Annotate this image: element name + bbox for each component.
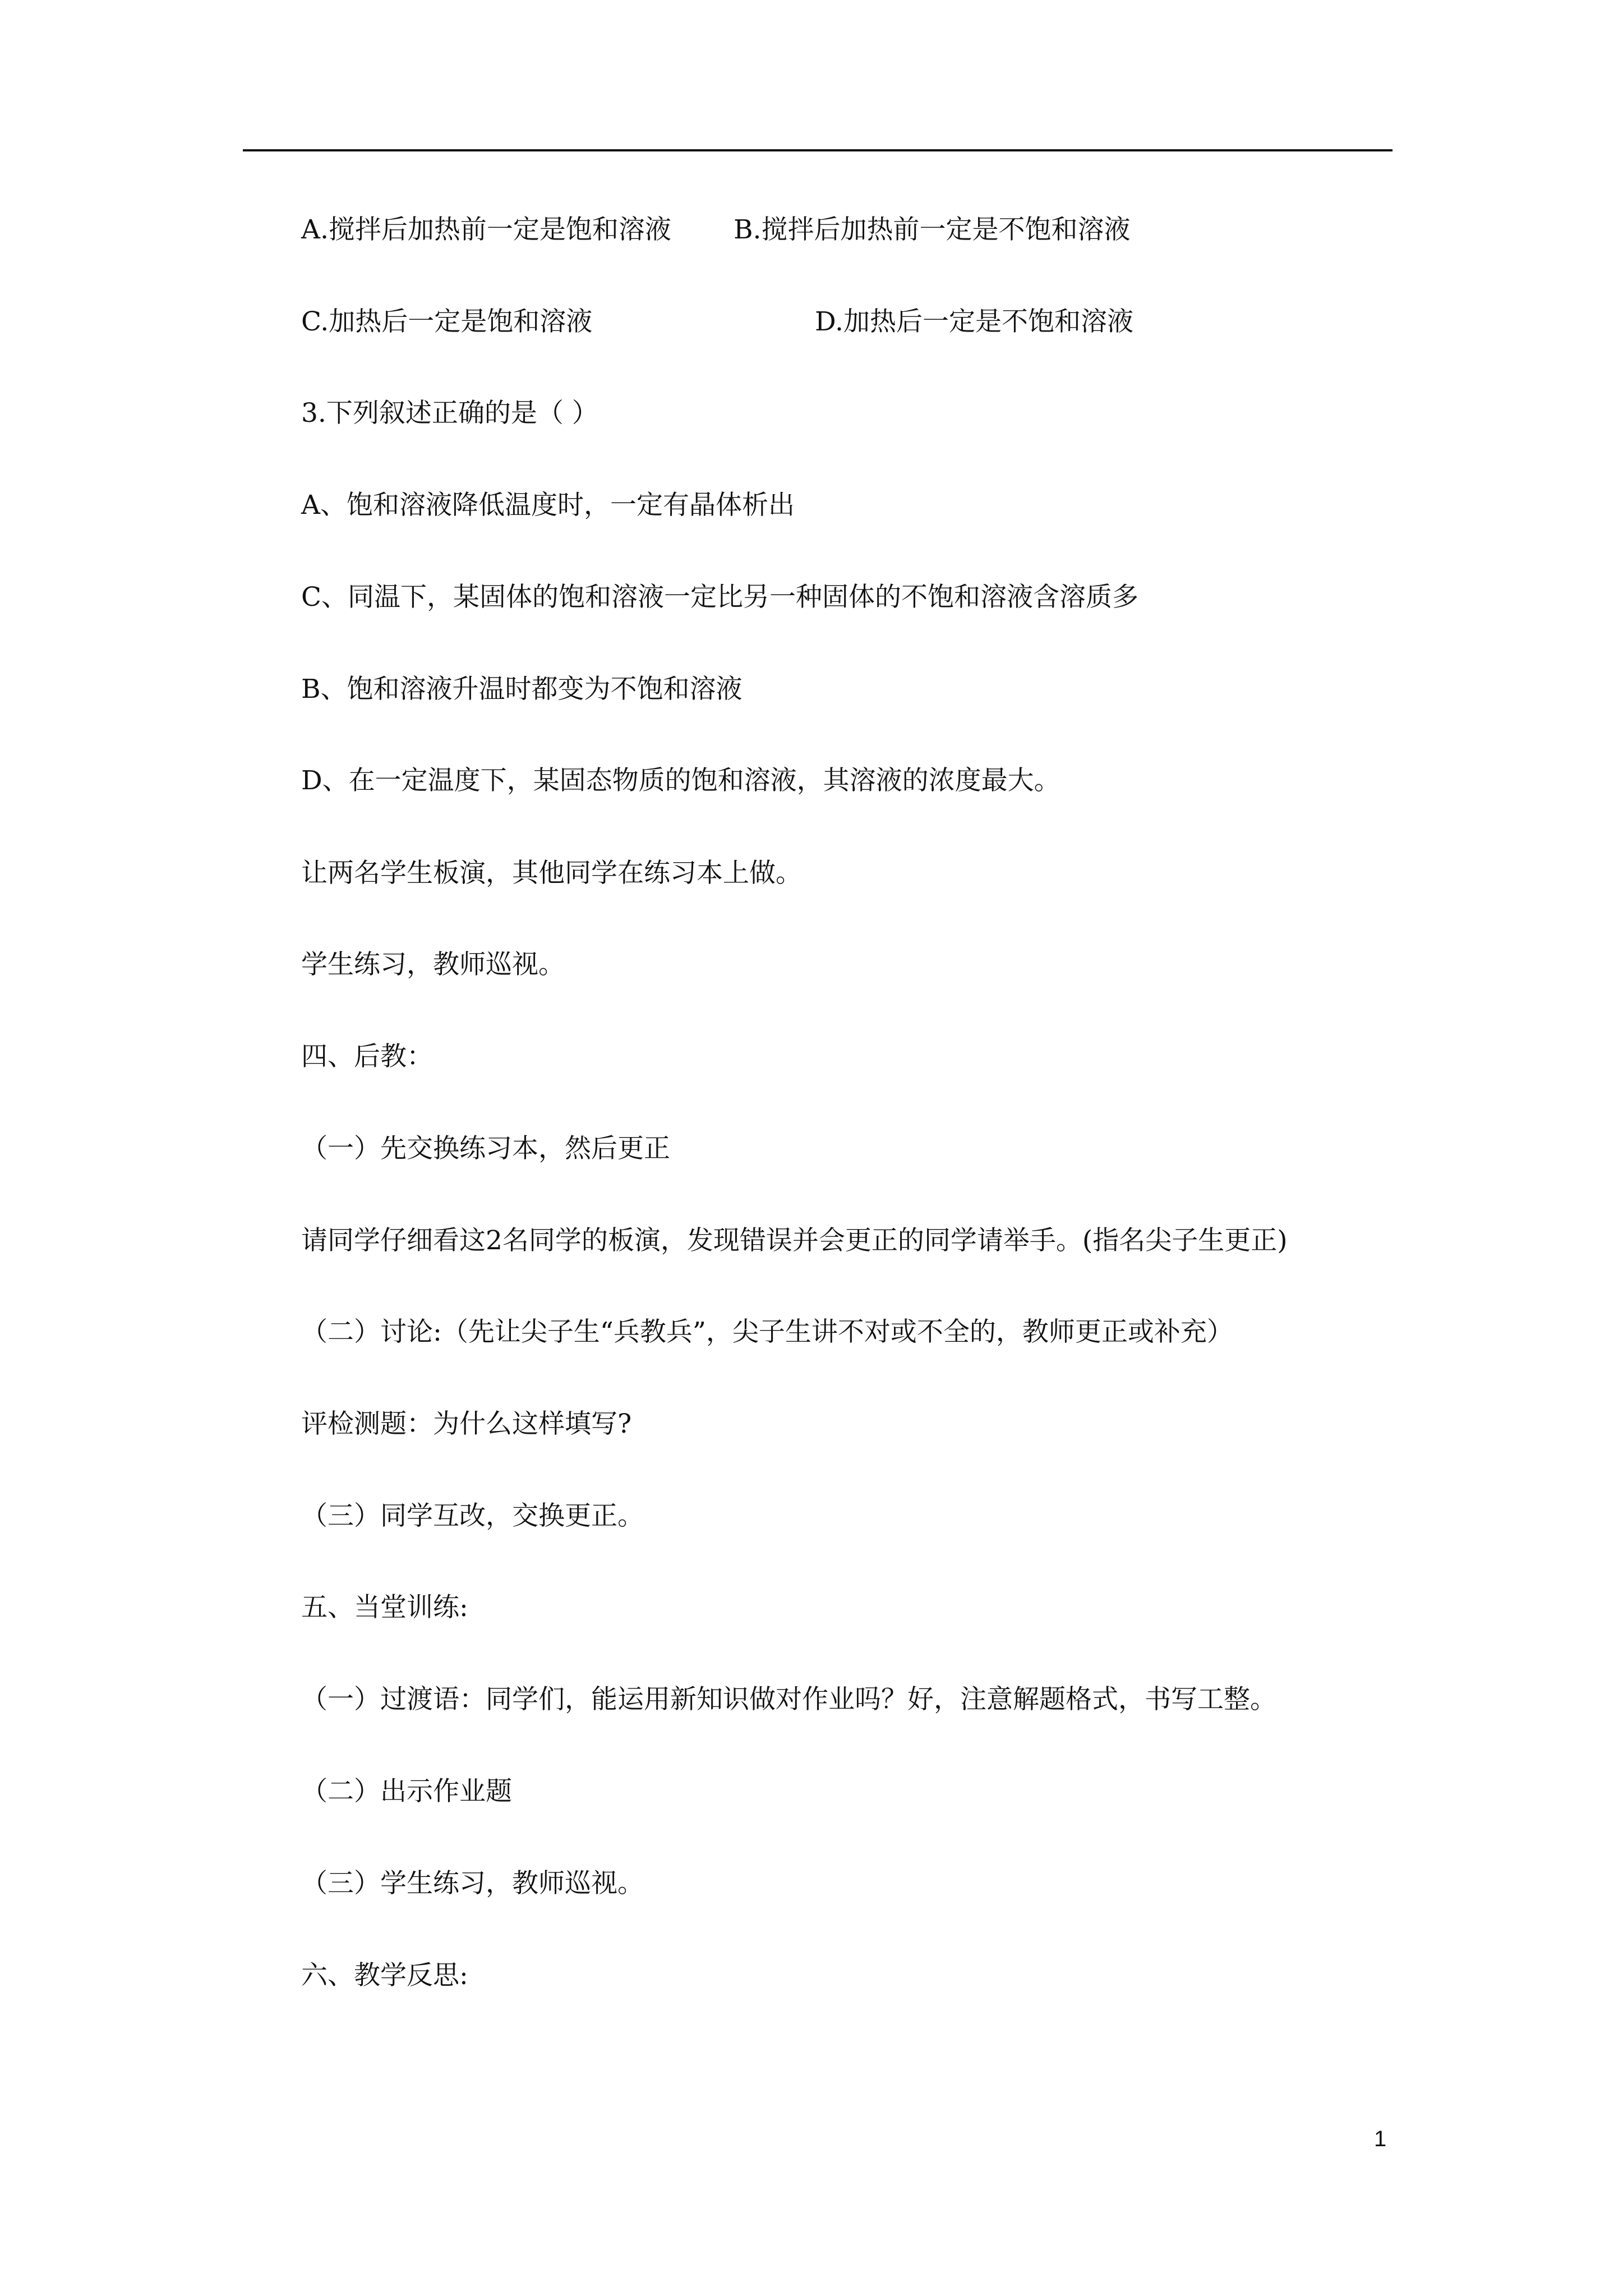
paragraph: （一）过渡语：同学们，能运用新知识做对作业吗？好，注意解题格式，书写工整。 (301, 1684, 1276, 1715)
question-3-stem: 3.下列叙述正确的是（ ） (301, 398, 598, 429)
paragraph: （二）出示作业题 (301, 1776, 512, 1807)
paragraph: （三）学生练习，教师巡视。 (301, 1868, 644, 1899)
paragraph: 学生练习，教师巡视。 (301, 949, 565, 980)
section-heading-5: 五、当堂训练: (301, 1592, 468, 1623)
header-rule (243, 149, 1393, 151)
paragraph: 评检测题：为什么这样填写? (301, 1409, 632, 1439)
option-b: B.搅拌后加热前一定是不饱和溶液 (734, 214, 1131, 245)
paragraph: （一）先交换练习本，然后更正 (301, 1133, 670, 1164)
paragraph: （二）讨论:（先让尖子生“兵教兵”，尖子生讲不对或不全的，教师更正或补充） (301, 1317, 1233, 1347)
option-a: A.搅拌后加热前一定是饱和溶液 (301, 214, 671, 245)
question-3-option-a: A、饱和溶液降低温度时，一定有晶体析出 (301, 490, 795, 521)
option-d: D.加热后一定是不饱和溶液 (815, 306, 1133, 337)
question-3-option-b: B、饱和溶液升温时都变为不饱和溶液 (301, 674, 743, 705)
paragraph: 让两名学生板演，其他同学在练习本上做。 (301, 858, 802, 889)
paragraph: 请同学仔细看这2名同学的板演，发现错误并会更正的同学请举手。(指名尖子生更正) (301, 1225, 1288, 1256)
section-heading-4: 四、后教： (301, 1041, 433, 1072)
question-3-option-c: C、同温下，某固体的饱和溶液一定比另一种固体的不饱和溶液含溶质多 (301, 582, 1138, 613)
option-c: C.加热后一定是饱和溶液 (301, 306, 593, 337)
page-number: 1 (1374, 2127, 1387, 2151)
section-heading-6: 六、教学反思: (301, 1960, 468, 1991)
paragraph: （三）同学互改，交换更正。 (301, 1501, 644, 1531)
question-3-option-d: D、在一定温度下，某固态物质的饱和溶液，其溶液的浓度最大。 (301, 765, 1061, 796)
